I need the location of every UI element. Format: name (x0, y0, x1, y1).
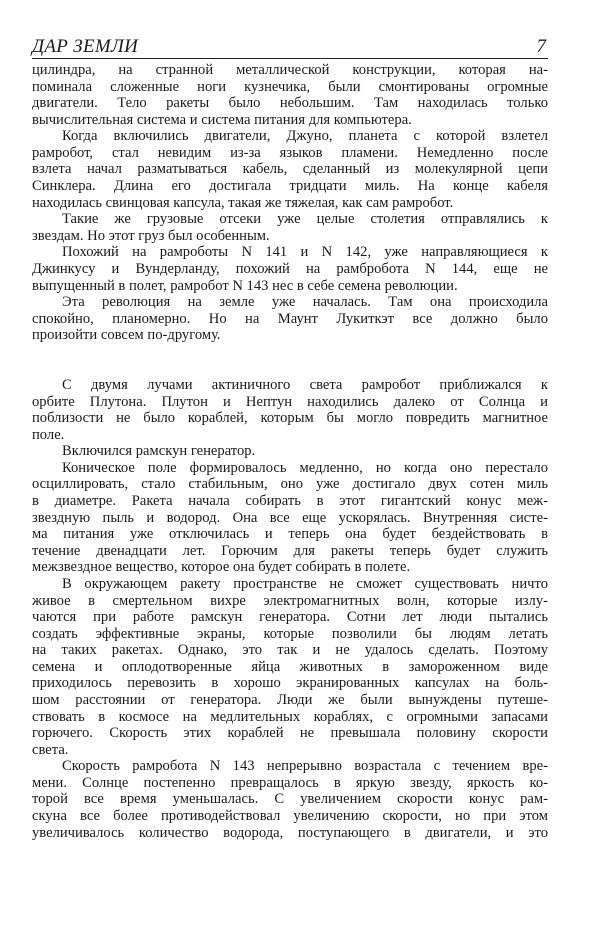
text-line: звездам. Но этот груз был особенным. (32, 227, 270, 244)
paragraph (32, 244, 548, 294)
text-line: Скорость рамробота N 143 непрерывно возрастала с течением вре- (62, 758, 548, 775)
text-line: ствовать в космосе на медлительных кораблях, с огромными запасами (32, 708, 548, 725)
section-break (32, 344, 548, 377)
page-number: 7 (536, 36, 546, 57)
text-line: выпущенный в полет, рамробот N 143 нес в себе семена революции. (32, 277, 458, 294)
text-line: С двумя лучами актиничного света рамробот приближался к (62, 376, 548, 393)
paragraph (32, 443, 548, 460)
paragraph (32, 576, 548, 758)
text-line: орбите Плутона. Плутон и Нептун находились далеко от Солнца и (32, 393, 548, 410)
text-line: рамробот, стал невидим из-за языков пламени. Немедленно после (32, 144, 548, 161)
paragraph (32, 62, 548, 128)
text-line: скуна все более противодействовал увеличению скорости, но при этом (32, 808, 548, 825)
text-line: ма питания уже отключилась и теперь она будет бездействовать в (32, 526, 548, 543)
text-line: находилась свинцовая капсула, такая же тяжелая, как сам рамробот. (32, 194, 454, 211)
paragraph (32, 211, 548, 244)
page-body-text (32, 62, 548, 841)
text-line: семена и оплодотворенные яйца животных в замороженном виде (32, 658, 548, 675)
text-line: взлета начал разматываться кабель, сделанный из молекулярной цепи (32, 161, 548, 178)
text-line: шом расстоянии от генератора. Люди же были вынуждены путеше- (32, 691, 548, 708)
text-line: поле. (32, 426, 65, 443)
text-line: межзвездное вещество, которое она будет собирать в полете. (32, 559, 411, 576)
book-title: ДАР ЗЕМЛИ (32, 36, 139, 57)
text-line: горючего. Скорость этих кораблей не превышала половину скорости (32, 725, 548, 742)
paragraph (32, 377, 548, 443)
text-line: приходилось перевозить в хорошо экранированных капсулах на боль- (32, 675, 548, 692)
text-line: Включился рамскун генератор. (62, 443, 256, 460)
text-line: спокойно, планомерно. Но на Маунт Лукиткэт все должно было (32, 310, 548, 327)
text-line: осциллировать, стало стабильным, оно уже достигало двух сотен миль (32, 476, 548, 493)
text-line: Такие же грузовые отсеки уже целые столетия отправлялись к (62, 211, 548, 228)
text-line: Когда включились двигатели, Джуно, планета с которой взлетел (62, 128, 548, 145)
text-line: живое в смертельном вихре электромагнитных волн, которые излу- (32, 592, 548, 609)
paragraph (32, 758, 548, 841)
text-line: В окружающем ракету пространстве не сможет существовать ничто (62, 575, 548, 592)
paragraph (32, 460, 548, 576)
text-line: мени. Солнце постепенно превращалось в яркую звезду, яркость ко- (32, 774, 548, 791)
text-line: увеличивалось количество водорода, поступающего в двигатели, и это (32, 824, 548, 841)
text-line: Синклера. Длина его достигала тридцати миль. На конце кабеля (32, 178, 548, 195)
text-line: Похожий на рамроботы N 141 и N 142, уже направляющиеся к (62, 244, 548, 261)
text-line: течение двенадцати лет. Горючим для ракеты теперь будет служить (32, 542, 548, 559)
text-line: поминала сложенные ноги кузнечика, были смонтированы огромные (32, 78, 548, 95)
text-line: создать эффективные экраны, которые позволили бы людям летать (32, 625, 548, 642)
paragraph (32, 128, 548, 211)
text-line: произойти совсем по-другому. (32, 327, 221, 344)
text-line: двигатели. Тело ракеты было небольшим. Там находилась только (32, 95, 548, 112)
text-line: цилиндра, на странной металлической конструкции, которая на- (32, 62, 548, 78)
text-line: Джинкусу и Вундерланду, похожий на рамбробота N 144, еще не (32, 260, 548, 277)
text-line: торой все время уменьшалась. С увеличением скорости конус рам- (32, 791, 548, 808)
text-line: чаются при работе рамскун генератора. Сотни лет люди пытались (32, 609, 548, 626)
running-header (32, 34, 548, 59)
text-line: на таких ракетах. Однако, это так и не удалось сделать. Поэтому (32, 642, 548, 659)
text-line: вычислительная система и система питания для компьютера. (32, 111, 412, 128)
text-line: Эта революция на земле уже началась. Там она происходила (62, 294, 548, 311)
text-line: Коническое поле формировалось медленно, но когда оно перестало (62, 459, 548, 476)
text-line: в диаметре. Ракета начала собирать в этот гигантский конус меж- (32, 493, 548, 510)
paragraph (32, 294, 548, 344)
text-line: звездную пыль и водород. Она все еще ускорялась. Внутренняя систе- (32, 509, 548, 526)
text-line: света. (32, 741, 69, 758)
text-line: поблизости не было кораблей, которым бы могло повредить магнитное (32, 410, 548, 427)
